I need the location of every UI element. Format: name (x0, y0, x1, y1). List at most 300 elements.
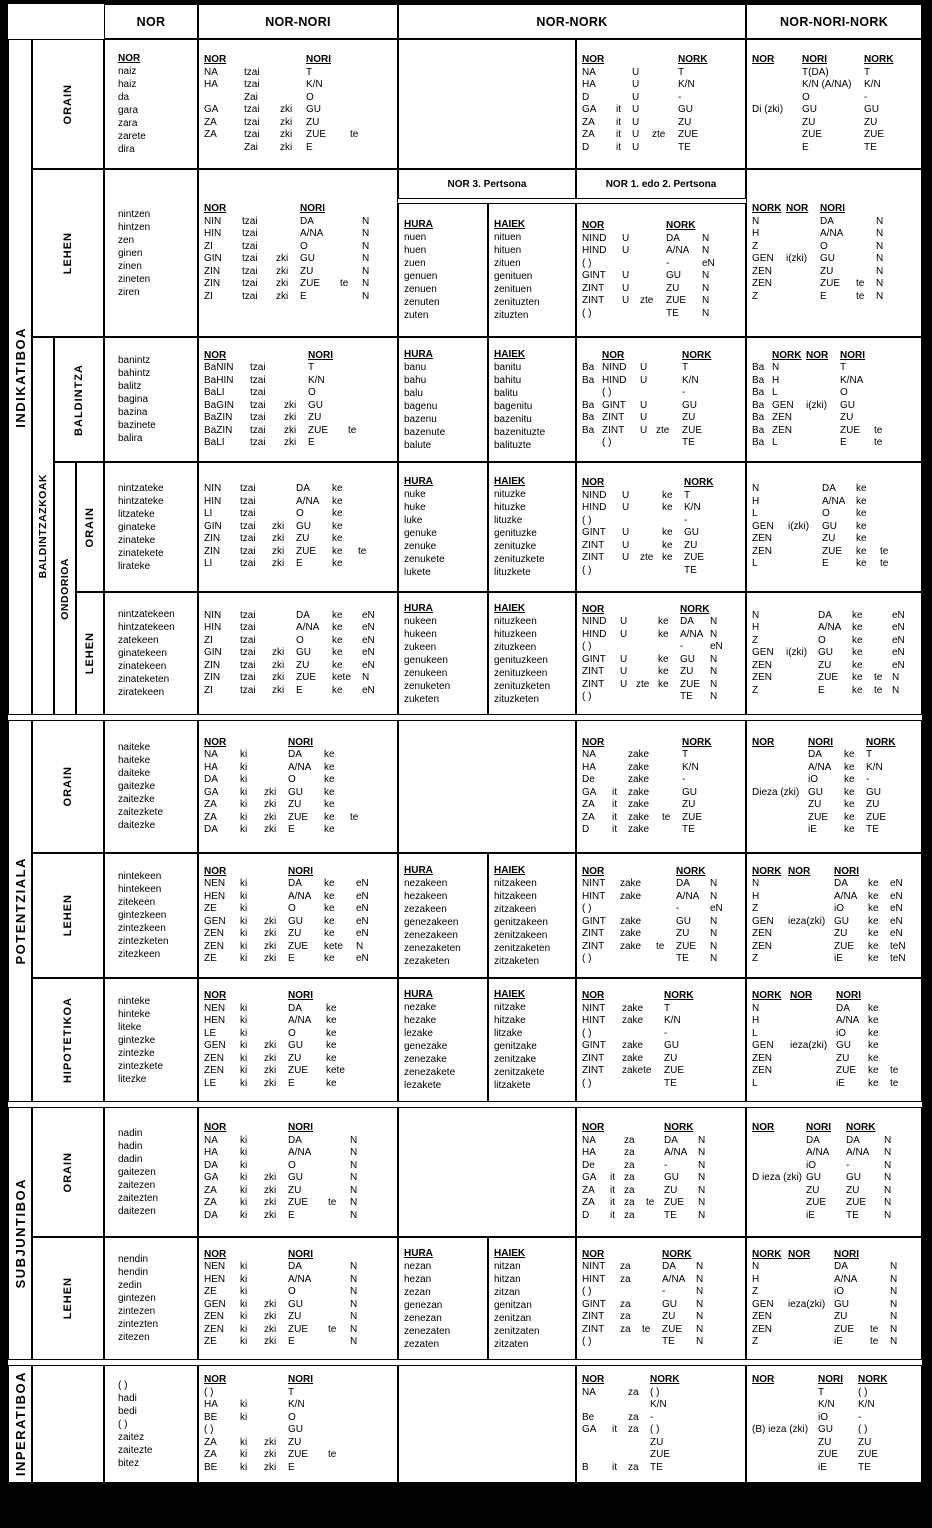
morpheme (640, 220, 666, 233)
morpheme (656, 891, 676, 904)
morpheme (622, 258, 640, 271)
morpheme (856, 228, 876, 241)
morpheme: ZINT (582, 1052, 605, 1064)
morpheme: tzai (250, 412, 266, 423)
morpheme (612, 1374, 628, 1387)
morpheme (788, 928, 834, 941)
morpheme: O (296, 508, 304, 520)
morpheme: ZEN (752, 1323, 772, 1335)
morpheme: ZUE (822, 545, 842, 557)
morpheme (702, 220, 718, 233)
morpheme (622, 565, 640, 578)
verb-form: gaitezke (118, 781, 156, 792)
morpheme-row (752, 941, 916, 954)
morpheme: TE (864, 141, 877, 153)
morpheme (624, 1122, 646, 1135)
morpheme: ZU (308, 412, 322, 423)
morpheme (240, 1374, 264, 1387)
morpheme (752, 1449, 818, 1462)
morpheme-row (582, 1197, 740, 1210)
morpheme-row (582, 1040, 740, 1053)
nor-nori-cell (198, 1365, 398, 1483)
morpheme: te (348, 424, 357, 436)
morpheme: ke (324, 824, 335, 835)
morpheme: ZUE (664, 1065, 684, 1076)
sub-column-header: NORI (818, 1374, 843, 1385)
morpheme: ke (332, 684, 343, 696)
morpheme-row (582, 565, 740, 578)
morpheme: N (710, 653, 718, 665)
verb-form: nituen (494, 232, 522, 243)
morpheme (284, 375, 308, 388)
morpheme: te (870, 1336, 879, 1347)
nor-nori-nork-cell (746, 169, 922, 337)
morpheme-row (204, 635, 392, 648)
morpheme: N (362, 290, 370, 302)
morpheme-row (204, 79, 392, 92)
morpheme-row (204, 291, 392, 304)
morpheme: ZA (204, 1449, 217, 1460)
morpheme: K/N (684, 502, 701, 513)
morpheme: U (632, 129, 640, 140)
morpheme: GINT (582, 527, 606, 538)
morpheme: eN (362, 684, 375, 696)
morpheme-row (752, 558, 916, 571)
empty-cell (398, 39, 576, 169)
morpheme (582, 387, 602, 400)
morpheme: ki (240, 1436, 248, 1448)
verb-form: lirateke (118, 560, 151, 572)
morpheme: T (678, 66, 685, 78)
morpheme: za (628, 1386, 639, 1398)
morpheme: te (642, 1323, 651, 1335)
morpheme: eN (362, 622, 375, 634)
morpheme (328, 1311, 350, 1324)
morpheme (272, 635, 296, 648)
morpheme: N (876, 228, 884, 239)
morpheme (240, 1387, 264, 1400)
morpheme: GU (678, 104, 693, 115)
morpheme: ke (852, 659, 863, 671)
morpheme: ZA (582, 811, 595, 823)
verb-form: zinen (118, 260, 142, 272)
morpheme (890, 1028, 908, 1041)
morpheme: E (822, 558, 829, 570)
morpheme: GU (682, 399, 697, 411)
verb-form: banitu (494, 361, 522, 373)
morpheme (628, 1437, 650, 1450)
morpheme: N (698, 1147, 706, 1158)
morpheme (752, 1462, 818, 1475)
morpheme: HINT (582, 1015, 606, 1026)
morpheme (658, 691, 680, 704)
morpheme: ki (240, 1027, 248, 1039)
morpheme (328, 1336, 350, 1349)
morpheme (640, 565, 662, 578)
nor-nork-cell (576, 337, 746, 462)
morpheme: ZU (306, 116, 320, 128)
morpheme: ke (852, 684, 863, 696)
morpheme: NIND (582, 616, 607, 627)
morpheme (280, 92, 306, 105)
morpheme: N (350, 1209, 358, 1221)
morpheme: BaLI (204, 387, 225, 398)
verb-form: zinateke (118, 534, 156, 546)
morpheme: za (620, 1323, 631, 1335)
morpheme (640, 437, 656, 450)
morpheme: ( ) (582, 514, 592, 526)
morpheme: U (632, 91, 640, 103)
nor-forms-cell (104, 337, 198, 462)
sub-column-header: NOR (582, 477, 605, 488)
morpheme: TE (662, 1336, 675, 1347)
morpheme: N (890, 1311, 898, 1322)
morpheme (752, 1135, 806, 1148)
morpheme (788, 878, 834, 891)
morpheme: TE (866, 824, 879, 835)
morpheme: ZUE (866, 811, 886, 823)
morpheme: N (698, 1159, 706, 1171)
tense-label: ORAIN (62, 83, 74, 125)
morpheme (786, 216, 820, 229)
morpheme: GA (204, 786, 219, 798)
morpheme (276, 216, 300, 229)
morpheme: ZIN (204, 672, 221, 684)
morpheme-row (204, 92, 392, 105)
morpheme: N (876, 278, 884, 289)
morpheme: N (890, 1298, 898, 1310)
verb-form: genituzke (494, 528, 537, 539)
morpheme: ke (324, 915, 335, 927)
morpheme: ZINT (602, 412, 625, 423)
morpheme: Zai (244, 91, 258, 103)
morpheme-row (204, 1135, 392, 1148)
morpheme (284, 362, 308, 375)
column-header-nor: NOR (104, 4, 198, 39)
morpheme: BE (204, 1411, 218, 1423)
verb-form: zenituzketen (494, 680, 551, 692)
morpheme (328, 1387, 348, 1400)
verb-form: zenezake (404, 1054, 447, 1065)
morpheme (656, 878, 676, 891)
sub-column-header: NORK (664, 1122, 694, 1133)
morpheme (328, 1374, 348, 1387)
verb-form: bazenu (404, 413, 437, 425)
morpheme: U (640, 374, 648, 386)
verb-form: zuen (404, 258, 426, 269)
verb-form: huke (404, 502, 426, 513)
verb-form: litzakete (494, 1080, 531, 1091)
morpheme: TE (676, 953, 689, 964)
morpheme (328, 1274, 350, 1287)
morpheme: DA (288, 749, 302, 760)
verb-form: zedin (118, 1280, 142, 1291)
sub-column-header: NORI (308, 349, 333, 361)
morpheme-row (204, 1197, 392, 1210)
morpheme: ZUE (820, 278, 840, 289)
morpheme (752, 350, 772, 363)
haiek-forms-cell (488, 592, 576, 715)
morpheme: ki (240, 1002, 248, 1014)
morpheme: eN (890, 928, 903, 939)
morpheme: Dieza (zki) (752, 786, 800, 798)
morpheme-row (204, 278, 392, 291)
verb-form: nuke (404, 489, 426, 500)
morpheme: GU (308, 399, 323, 411)
morpheme: ki (240, 1197, 248, 1208)
morpheme: ZU (300, 265, 314, 277)
morpheme (874, 635, 892, 648)
nor-nori-nork-cell (746, 1237, 922, 1360)
morpheme: ke (856, 533, 867, 545)
morpheme (856, 241, 876, 254)
morpheme-row (582, 1462, 740, 1475)
morpheme: zki (272, 558, 285, 570)
morpheme: tzai (240, 483, 256, 495)
sub-column-header: NORI (288, 1122, 313, 1133)
morpheme-row (582, 1122, 740, 1135)
morpheme: zake (620, 878, 642, 889)
morpheme: U (620, 666, 628, 677)
morpheme: N (710, 928, 718, 939)
morpheme: NIN (204, 609, 222, 621)
morpheme (656, 903, 676, 916)
morpheme: DA (836, 1002, 850, 1014)
morpheme: - (680, 641, 684, 652)
mood-inperatiboa (8, 1365, 32, 1483)
morpheme: Ba (752, 437, 765, 448)
morpheme (752, 1210, 806, 1223)
morpheme: ZUE (288, 1449, 308, 1460)
morpheme (242, 203, 276, 216)
verb-form: zinatekeen (118, 661, 167, 672)
morpheme: N (772, 362, 780, 373)
morpheme: GINT (602, 399, 626, 411)
morpheme-row (752, 610, 916, 623)
morpheme: ZUE (288, 1197, 308, 1208)
morpheme-row (204, 437, 392, 450)
morpheme-row (204, 672, 392, 685)
morpheme-row (204, 1412, 392, 1425)
empty-cell (398, 720, 576, 853)
sub-column-header: NORI (288, 865, 313, 877)
verb-form: hinteke (118, 1008, 151, 1020)
nor-forms-cell (104, 853, 198, 978)
morpheme (788, 558, 822, 571)
morpheme: tzai (250, 437, 266, 448)
morpheme: N (884, 1159, 892, 1171)
verb-form: bazinete (118, 420, 156, 431)
sub-column-header: NORI (306, 54, 331, 65)
verb-form: nezake (404, 1002, 437, 1013)
morpheme: tzai (250, 387, 266, 398)
morpheme: zki (272, 647, 285, 659)
morpheme-row (582, 1053, 740, 1066)
nor-nork-cell (576, 720, 746, 853)
morpheme: N (892, 684, 900, 696)
morpheme: ke (324, 811, 335, 823)
morpheme: H (772, 374, 780, 386)
morpheme: ke (844, 749, 855, 760)
morpheme: N (710, 616, 718, 627)
morpheme: ZU (288, 928, 302, 939)
morpheme (340, 253, 362, 266)
morpheme: ZI (204, 634, 213, 646)
verb-form: bahintz (118, 368, 151, 379)
morpheme (662, 762, 682, 775)
morpheme (620, 604, 636, 617)
morpheme: ZU (836, 1052, 850, 1064)
morpheme-row (752, 425, 916, 438)
morpheme: ZUE (840, 424, 860, 436)
morpheme-row (582, 1274, 740, 1287)
morpheme: - (682, 387, 686, 398)
morpheme: ZA (204, 129, 217, 140)
morpheme (656, 375, 682, 388)
morpheme-row (752, 1449, 916, 1462)
sub-column-header: NORK (662, 1248, 692, 1260)
morpheme: K/N (A/NA) (802, 79, 852, 90)
morpheme (340, 203, 362, 216)
morpheme: GA (582, 104, 597, 115)
morpheme: iE (834, 953, 843, 964)
morpheme: Z (752, 1336, 759, 1347)
morpheme: ki (240, 1172, 248, 1183)
morpheme: N (752, 215, 760, 227)
morpheme (328, 1299, 350, 1312)
morpheme: ZINT (582, 539, 605, 551)
morpheme (350, 92, 370, 105)
morpheme: ki (240, 915, 248, 927)
hura-forms-cell (398, 462, 488, 592)
morpheme: - (666, 257, 670, 269)
morpheme-row (204, 54, 392, 67)
hura-forms-cell (398, 203, 488, 337)
verb-form: lukete (404, 567, 431, 578)
verb-form: hezan (404, 1273, 432, 1285)
morpheme (350, 762, 366, 775)
morpheme: ieza(zki) (788, 1298, 826, 1310)
tense-lehen (76, 592, 104, 715)
morpheme: HIND (582, 628, 607, 640)
sub-column-header: NORI (820, 203, 845, 214)
verb-form: zenitzake (494, 1054, 537, 1065)
morpheme: GA (582, 1172, 597, 1183)
morpheme: BaZIN (204, 424, 233, 436)
morpheme-row (752, 412, 916, 425)
morpheme: it (610, 1197, 615, 1208)
sub-column-header: NOR (806, 349, 829, 361)
morpheme-row (582, 629, 740, 642)
morpheme: ZUE (308, 424, 328, 436)
morpheme: A/NA (296, 495, 320, 507)
morpheme-row (204, 928, 392, 941)
morpheme (612, 1412, 628, 1425)
sub-column-header: NOR (204, 1374, 227, 1385)
morpheme: zki (264, 1209, 277, 1221)
nor-nork-cell (576, 978, 746, 1102)
morpheme: ki (240, 878, 248, 889)
morpheme: ZUE (858, 1449, 878, 1460)
morpheme (752, 117, 802, 130)
morpheme (582, 437, 602, 450)
morpheme: ki (240, 928, 248, 939)
morpheme (786, 228, 820, 241)
morpheme (610, 1160, 624, 1173)
morpheme (788, 953, 834, 966)
morpheme: HIND (582, 502, 607, 513)
morpheme: N (752, 878, 760, 889)
verb-form: genituzkeen (494, 654, 548, 666)
morpheme: ZE (204, 1336, 217, 1347)
morpheme: ke (868, 878, 879, 889)
morpheme: DA (666, 232, 680, 244)
morpheme: E (300, 290, 307, 302)
sub-column-header: NOR (204, 54, 227, 65)
morpheme: N (702, 245, 710, 256)
morpheme-row (204, 1003, 392, 1016)
morpheme-row (582, 679, 740, 692)
morpheme (350, 737, 366, 750)
morpheme-row (752, 953, 916, 966)
verb-form: zaitezte (118, 1444, 153, 1456)
verb-form: zaitez (118, 1431, 145, 1443)
morpheme (656, 400, 682, 413)
morpheme-row (752, 216, 916, 229)
morpheme (880, 521, 898, 534)
morpheme: GINT (582, 1040, 606, 1051)
morpheme: eN (702, 257, 715, 269)
morpheme: zki (272, 533, 285, 545)
morpheme: A/NA (822, 495, 846, 507)
morpheme: GIN (204, 253, 222, 264)
morpheme-row (582, 799, 740, 812)
morpheme: LI (204, 508, 213, 520)
morpheme-row (752, 672, 916, 685)
sub-column-header: NOR (602, 349, 625, 361)
morpheme (640, 540, 662, 553)
morpheme (264, 1249, 288, 1262)
morpheme: GU (802, 104, 817, 115)
morpheme (636, 604, 658, 617)
morpheme: eN (356, 878, 369, 889)
morpheme (790, 1028, 836, 1041)
morpheme: za (624, 1147, 635, 1158)
morpheme: ZUE (806, 1197, 826, 1208)
verb-form: zenezakete (404, 1067, 456, 1078)
morpheme-row (204, 1028, 392, 1041)
morpheme: ke (324, 786, 335, 798)
nor-nori-cell (198, 720, 398, 853)
morpheme (786, 660, 818, 673)
morpheme: zki (280, 129, 293, 140)
morpheme: TE (664, 1077, 677, 1089)
verb-form: gintezke (118, 1034, 156, 1046)
verb-form: litezke (118, 1073, 147, 1085)
morpheme (204, 142, 244, 155)
verb-form: litzateke (118, 508, 155, 520)
morpheme: U (640, 399, 648, 411)
morpheme-row (204, 241, 392, 254)
morpheme (662, 477, 684, 490)
verb-form: lituzkete (494, 567, 531, 578)
morpheme: ZUE (834, 940, 854, 952)
verb-form: balituzte (494, 439, 532, 451)
morpheme: ZEN (204, 1052, 224, 1064)
verb-form: zezaketen (404, 955, 450, 967)
morpheme: iO (834, 1286, 844, 1297)
morpheme-row (582, 308, 740, 321)
